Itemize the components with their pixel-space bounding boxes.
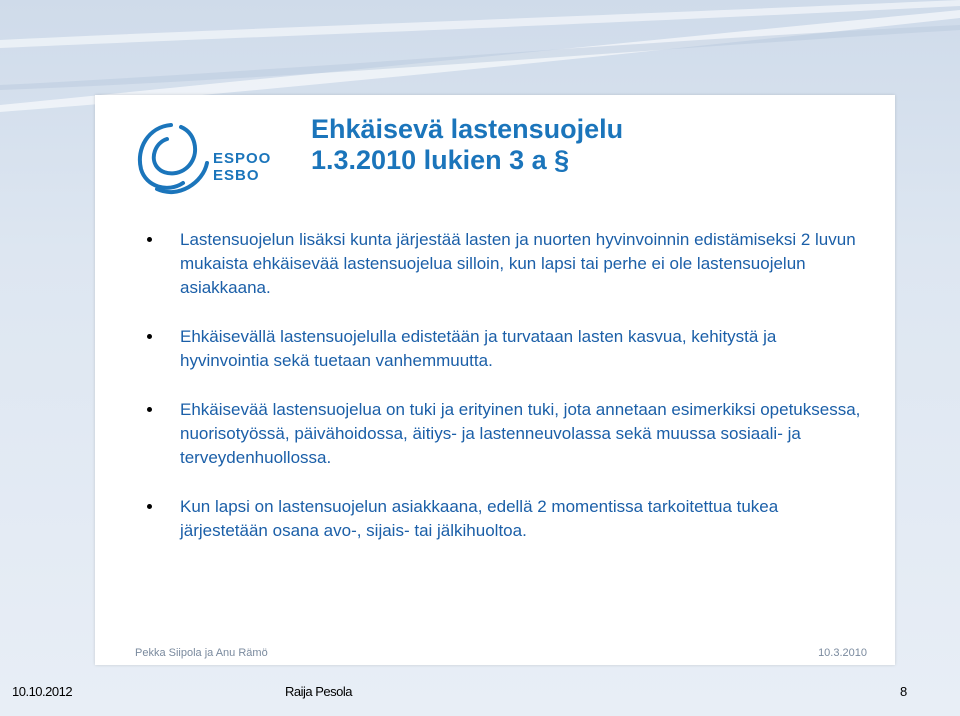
page-footer-author: Raija Pesola [285, 684, 352, 699]
logo-text [213, 150, 271, 184]
bullet-dot-icon [147, 237, 152, 242]
bullet-text: Lastensuojelun lisäksi kunta järjestää lasten ja nuorten hyvinvoinnin edistämiseksi 2 luvun mukaista ehkäisevää lastensuojelua silloin, kun lapsi tai perhe ei ole lastensuojelun asiakkaana. [180, 230, 856, 297]
bullet-list [147, 228, 867, 568]
bullet-dot-icon [147, 504, 152, 509]
slide-title [311, 114, 623, 176]
bullet-text: Ehkäisevää lastensuojelua on tuki ja erityinen tuki, jota annetaan esimerkiksi opetuksessa, nuorisotyössä, päivähoidossa, äitiys- ja lastenneuvolassa sekä muussa sosiaali- ja terveydenhuollossa. [180, 400, 861, 467]
bullet-item [147, 325, 867, 373]
logo-line-esbo: ESBO [213, 167, 260, 184]
slide-footer-date: 10.3.2010 [818, 647, 867, 659]
bullet-dot-icon [147, 407, 152, 412]
slide-footer-authors: Pekka Siipola ja Anu Rämö [135, 647, 268, 659]
bullet-dot-icon [147, 334, 152, 339]
page-number: 8 [900, 684, 907, 699]
bullet-item [147, 228, 867, 300]
title-line-1: Ehkäisevä lastensuojelu [311, 114, 624, 144]
bullet-text: Kun lapsi on lastensuojelun asiakkaana, edellä 2 momentissa tarkoitettua tukea järjestetään osana avo-, sijais- tai jälkihuoltoa. [180, 497, 779, 540]
bullet-text: Ehkäisevällä lastensuojelulla edistetään ja turvataan lasten kasvua, kehitystä ja hyvinvointia sekä tuetaan vanhemmuutta. [180, 327, 777, 370]
title-line-2: 1.3.2010 lukien 3 a § [311, 145, 570, 175]
slide [95, 95, 895, 665]
logo-line-espoo: ESPOO [213, 150, 272, 167]
bullet-item [147, 398, 867, 470]
page-footer-date: 10.10.2012 [12, 684, 73, 699]
bullet-item [147, 495, 867, 543]
